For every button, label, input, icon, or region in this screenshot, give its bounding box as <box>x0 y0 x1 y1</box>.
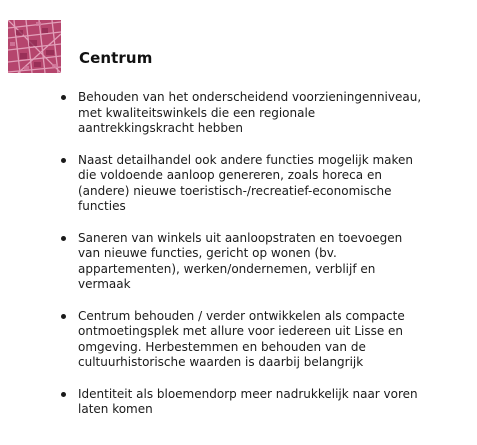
bullet-line: omgeving. Herbestemmen en behouden van de <box>78 339 366 354</box>
bullet-item <box>78 90 468 137</box>
bullet-line: appartementen), werken/ondernemen, verblijf en <box>78 261 376 276</box>
section-title: Centrum <box>79 49 153 67</box>
bullet-line: laten komen <box>78 402 153 416</box>
bullet-line: Centrum behouden / verder ontwikkelen als compacte <box>78 308 405 323</box>
bullet-line: die voldoende aanloop genereren, zoals horeca en <box>78 168 382 182</box>
bullet-item <box>78 387 468 418</box>
bullet-list <box>78 90 468 418</box>
bullet-item <box>78 309 468 371</box>
bullet-line: ontmoetingsplek met allure voor iedereen uit Lisse en <box>78 324 404 338</box>
bullet-dot-icon <box>61 95 66 100</box>
bullet-line: Behouden van het onderscheidend voorzieningenniveau, <box>78 90 422 104</box>
bullet-line: aantrekkingskracht hebben <box>78 121 243 135</box>
bullet-dot-icon <box>61 158 66 163</box>
bullet-line: cultuurhistorische waarden is daarbij belangrijk <box>78 355 364 369</box>
bullet-dot-icon <box>61 392 66 397</box>
bullet-item <box>78 231 468 293</box>
map-thumbnail-icon <box>8 20 61 73</box>
bullet-line: functies <box>78 199 126 213</box>
bullet-line: Naast detailhandel ook andere functies mogelijk maken <box>78 152 414 167</box>
bullet-item <box>78 153 468 215</box>
bullet-line: van nieuwe functies, gericht op wonen (bv. <box>78 246 337 260</box>
bullet-line: vermaak <box>78 277 131 291</box>
bullet-line: (andere) nieuwe toeristisch-/recreatief-economische <box>78 183 392 198</box>
bullet-line: Identiteit als bloemendorp meer nadrukkelijk naar voren <box>78 386 418 401</box>
bullet-line: Saneren van winkels uit aanloopstraten en toevoegen <box>78 230 403 245</box>
bullet-dot-icon <box>61 236 66 241</box>
bullet-line: met kwaliteitswinkels die een regionale <box>78 105 316 120</box>
bullet-dot-icon <box>61 314 66 319</box>
